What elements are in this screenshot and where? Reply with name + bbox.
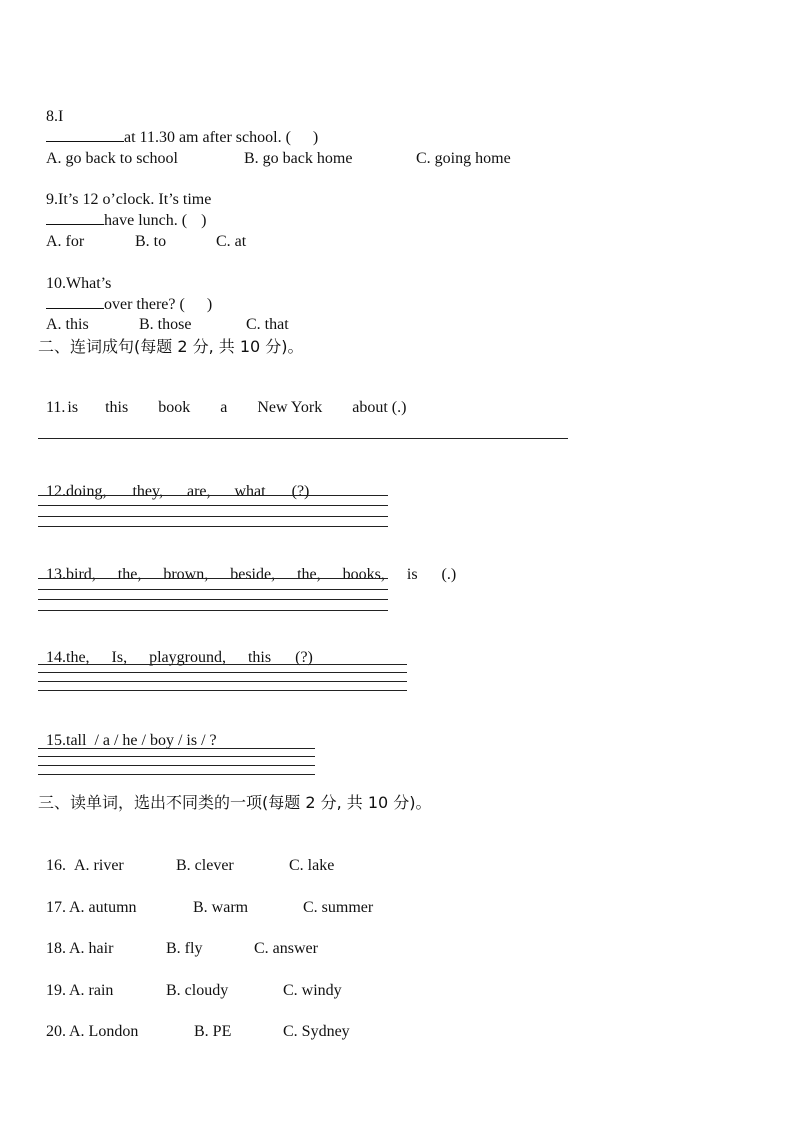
answer-line-3[interactable] [38,681,407,682]
word-tile: New York [257,399,323,416]
answer-line-1[interactable] [38,748,315,749]
option-a: A. rain [69,982,114,999]
word-tile: about (.) [352,399,407,416]
answer-line-4[interactable] [38,774,315,775]
word-tile: Is, [111,649,128,666]
word-tile: (?) [295,649,313,666]
word-tile: bird, [66,566,96,583]
question-13 [38,545,456,585]
question-10-options [38,295,289,335]
question-words: tall / a / he / boy / is / ? [66,732,217,749]
answer-line-2[interactable] [38,589,388,590]
option-b: B. PE [194,1023,232,1040]
option-c: C. windy [283,982,342,999]
question-9-options [38,212,246,252]
word-tile: beside, [230,566,276,583]
option-c: C. that [246,316,289,333]
question-bracket-close: ) [206,296,213,313]
question-number: 10. [46,275,66,292]
question-12 [38,462,309,502]
option-b: B. those [139,316,192,333]
word-tile: this [105,399,129,416]
question-number: 15. [46,732,66,749]
word-tile: doing, [66,483,107,500]
question-number: 12. [46,483,66,500]
word-tile: is [67,399,79,416]
answer-line-2[interactable] [38,756,315,757]
question-15 [38,711,217,751]
answer-line-2[interactable] [38,672,407,673]
answer-line-4[interactable] [38,610,388,611]
question-number: 17. [46,899,66,916]
word-tile: (?) [291,483,310,500]
question-stem-end: at 11.30 am after school. ( [124,129,291,146]
answer-line-4[interactable] [38,690,407,691]
question-stem-start: It’s 12 o’clock. It’s time [58,191,212,208]
option-c: C. at [216,233,247,250]
answer-line-3[interactable] [38,516,388,517]
option-b: B. cloudy [166,982,229,999]
option-c: C. lake [289,857,335,874]
question-stem-start: What’s [66,275,112,292]
answer-line-3[interactable] [38,765,315,766]
option-b: B. warm [193,899,249,916]
word-tile: playground, [149,649,226,666]
word-tile: books, [342,566,385,583]
option-b: B. fly [166,940,203,957]
answer-line-1[interactable] [38,664,407,665]
word-tile: (.) [441,566,457,583]
question-number: 9. [46,191,58,208]
question-stem-end: over there? ( [104,296,185,313]
word-tile: brown, [163,566,209,583]
answer-line-1[interactable] [38,495,388,496]
question-number: 11. [46,399,66,416]
question-number: 19. [46,982,66,999]
option-c: C. summer [303,899,374,916]
option-a: A. river [74,857,124,874]
question-bracket-close: ) [312,129,319,146]
question-bracket-close: ) [201,212,207,229]
question-number: 8. [46,108,58,125]
option-b: B. clever [176,857,234,874]
question-18 [38,919,318,959]
word-tile: is [406,566,418,583]
word-tile: the, [297,566,321,583]
question-number: 18. [46,940,66,957]
option-a: A. London [69,1023,139,1040]
question-number: 14. [46,649,66,666]
question-11 [38,378,406,418]
option-b: B. go back home [244,150,353,167]
question-17 [38,878,373,918]
word-tile: are, [186,483,211,500]
word-tile: the, [66,649,90,666]
word-tile: book [158,399,191,416]
question-number: 20. [46,1023,66,1040]
option-c: C. going home [416,150,511,167]
word-tile: this [247,649,272,666]
answer-line-3[interactable] [38,599,388,600]
option-b: B. to [135,233,167,250]
section-3-heading: 三、读单词，选出不同类的一项(每题 2 分, 共 10 分)。 [38,793,432,812]
word-tile: the, [117,566,142,583]
answer-line-2[interactable] [38,505,388,506]
question-number: 13. [46,566,66,583]
word-tile: they, [132,483,163,500]
section-2-heading: 二、连词成句(每题 2 分, 共 10 分)。 [38,337,304,356]
question-16 [38,836,334,876]
option-c: C. answer [254,940,318,957]
option-a: A. go back to school [46,150,178,167]
option-a: A. hair [69,940,114,957]
question-8-options [38,129,511,169]
word-tile: a [220,399,228,416]
option-a: A. this [46,316,89,333]
answer-line-4[interactable] [38,526,388,527]
answer-line[interactable] [38,438,568,439]
question-stem-end: have lunch. ( [104,212,188,229]
question-20 [38,1002,350,1042]
answer-line-1[interactable] [38,578,388,579]
question-14 [38,628,313,668]
question-number: 16. [46,857,66,874]
option-a: A. autumn [69,899,137,916]
option-a: A. for [46,233,85,250]
question-stem-start: I [58,108,64,125]
question-19 [38,961,342,1001]
word-tile: what [234,483,266,500]
option-c: C. Sydney [283,1023,350,1040]
